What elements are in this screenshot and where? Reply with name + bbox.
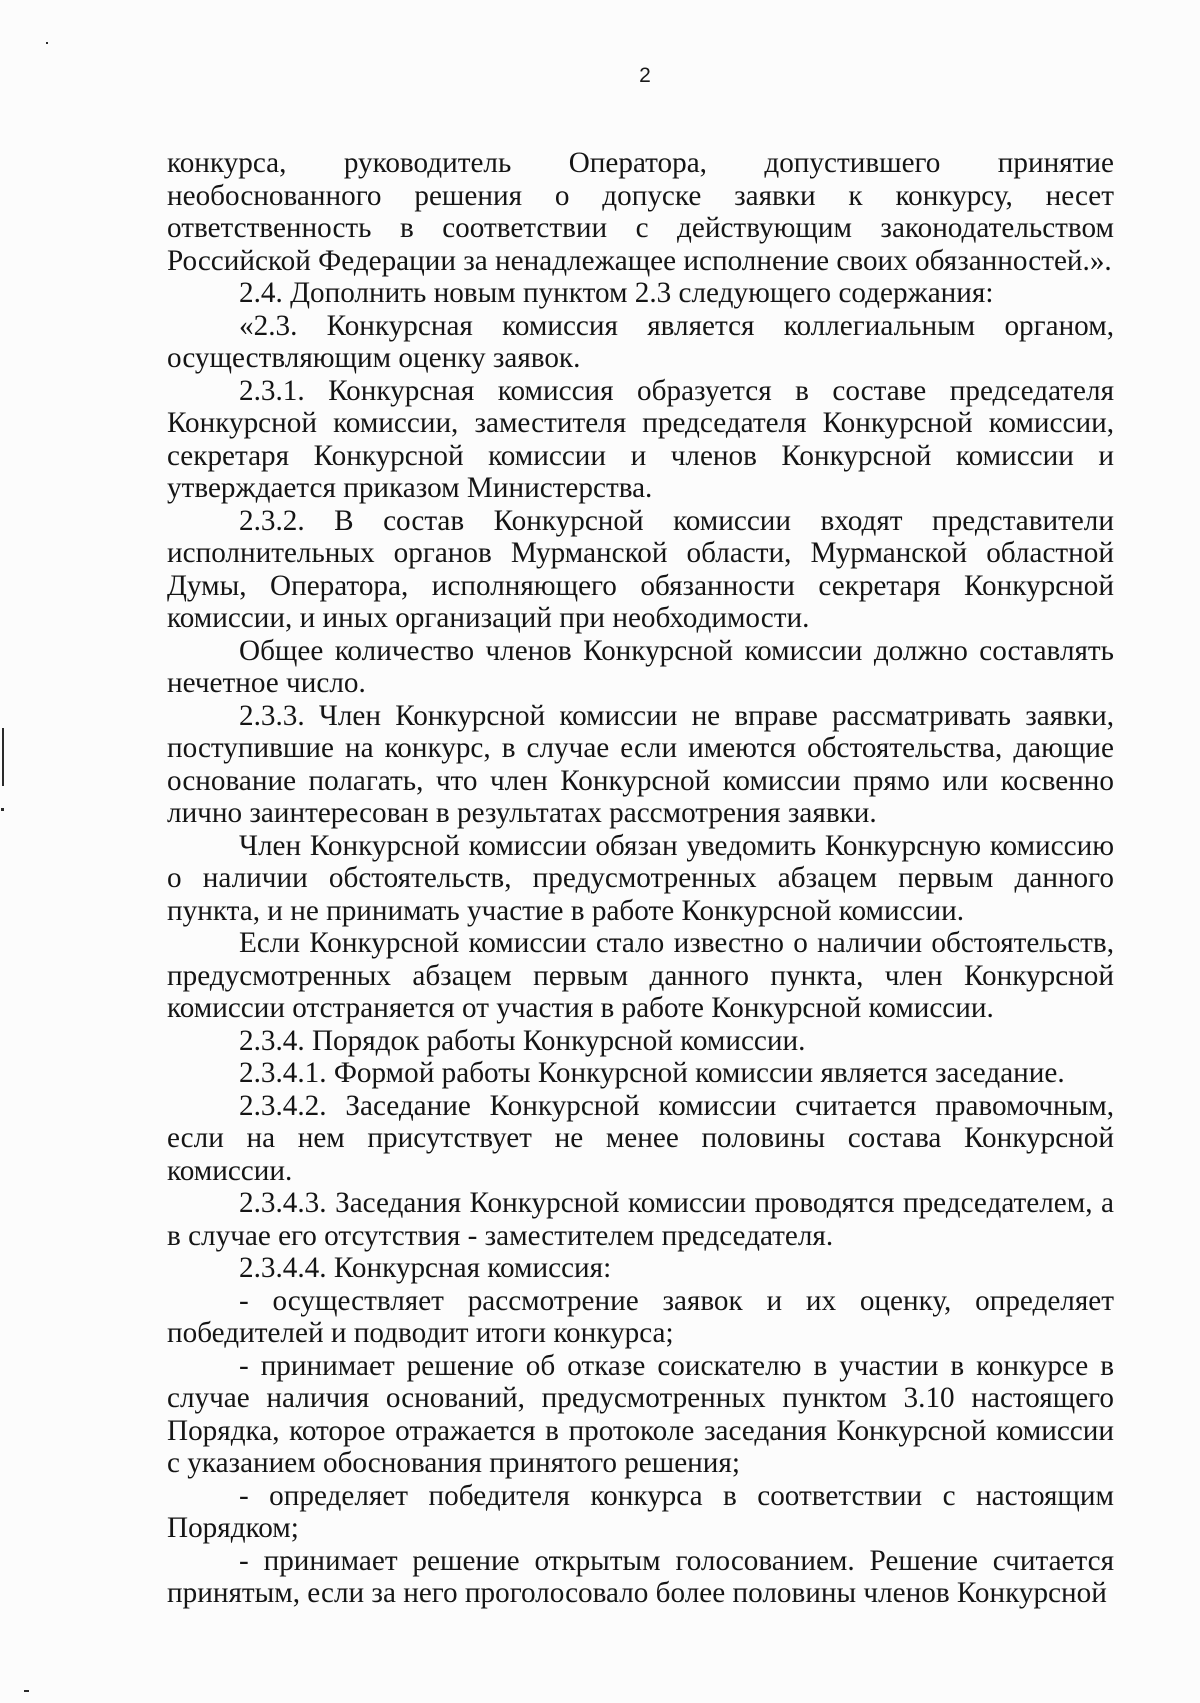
scan-edge-mark xyxy=(2,728,4,786)
paragraph-2-3-4-3: 2.3.4.3. Заседания Конкурсной комиссии проводятся председателем, а в случае его отсутствия - заместителем председателя. xyxy=(167,1187,1114,1252)
scan-speck xyxy=(46,42,48,44)
paragraph-2-3-4-4: 2.3.4.4. Конкурсная комиссия: xyxy=(239,1252,612,1284)
paragraph-member-count: Общее количество членов Конкурсной комиссии должно составлять нечетное число. xyxy=(167,634,1114,699)
paragraph-2-3-4: 2.3.4. Порядок работы Конкурсной комиссии. xyxy=(239,1024,806,1057)
document-body xyxy=(167,147,1114,1610)
scan-speck xyxy=(24,1690,29,1692)
paragraph-2-3-1: 2.3.1. Конкурсная комиссия образуется в составе председателя Конкурсной комиссии, заместителя председателя Конкурсной комиссии, секретаря Конкурсной комиссии и членов Конкурсной комиссии и утверждается приказом Министерства. xyxy=(167,374,1114,504)
paragraph-2-3-3: 2.3.3. Член Конкурсной комиссии не вправе рассматривать заявки, поступившие на конкурс, в случае если имеются обстоятельства, дающие основание полагать, что член Конкурсной комиссии прямо или косвенно лично заинтересован в результатах рассмотрения заявки. xyxy=(167,699,1114,829)
paragraph-2-3: «2.3. Конкурсная комиссия является коллегиальным органом, осуществляющим оценку заявок. xyxy=(167,309,1114,374)
paragraph-2-3-2: 2.3.2. В состав Конкурсной комиссии входят представители исполнительных органов Мурманской области, Мурманской областной Думы, Оператора, исполняющего обязанности секретаря Конкурсной комиссии, и иных организаций при необходимости. xyxy=(167,504,1114,634)
list-item-voting: - принимает решение открытым голосованием. Решение считается принятым, если за него проголосовало более половины членов Конкурсной xyxy=(167,1544,1114,1609)
page-number: 2 xyxy=(639,64,651,87)
paragraph-notify-duty: Член Конкурсной комиссии обязан уведомить Конкурсную комиссию о наличии обстоятельств, предусмотренных абзацем первым данного пункта, и не принимать участие в работе Конкурсной комиссии. xyxy=(167,829,1114,927)
paragraph-2-3-4-2: 2.3.4.2. Заседание Конкурсной комиссии считается правомочным, если на нем присутствует не менее половины состава Конкурсной комиссии. xyxy=(167,1089,1114,1187)
paragraph-continuation: конкурса, руководитель Оператора, допустившего принятие необоснованного решения о допуске заявки к конкурсу, несет ответственность в соответствии с действующим законодательством Российской Федерации за ненадлежащее исполнение своих обязанностей.». xyxy=(167,147,1114,277)
paragraph-2-3-4-1: 2.3.4.1. Формой работы Конкурсной комиссии является заседание. xyxy=(239,1057,1065,1089)
paragraph-removal: Если Конкурсной комиссии стало известно о наличии обстоятельств, предусмотренных абзацем первым данного пункта, член Конкурсной комиссии отстраняется от участия в работе Конкурсной комиссии. xyxy=(167,927,1114,1024)
scan-edge-mark xyxy=(1,808,4,811)
list-item-winner: - определяет победителя конкурса в соответствии с настоящим Порядком; xyxy=(167,1479,1114,1544)
paragraph-2-4: 2.4. Дополнить новым пунктом 2.3 следующего содержания: xyxy=(239,277,994,309)
list-item-refusal: - принимает решение об отказе соискателю в участии в конкурсе в случае наличия оснований, предусмотренных пунктом 3.10 настоящего Порядка, которое отражается в протоколе заседания Конкурсной комиссии с указанием обоснования принятого решения; xyxy=(167,1349,1114,1479)
list-item-review: - осуществляет рассмотрение заявок и их оценку, определяет победителей и подводит итоги конкурса; xyxy=(167,1284,1114,1349)
